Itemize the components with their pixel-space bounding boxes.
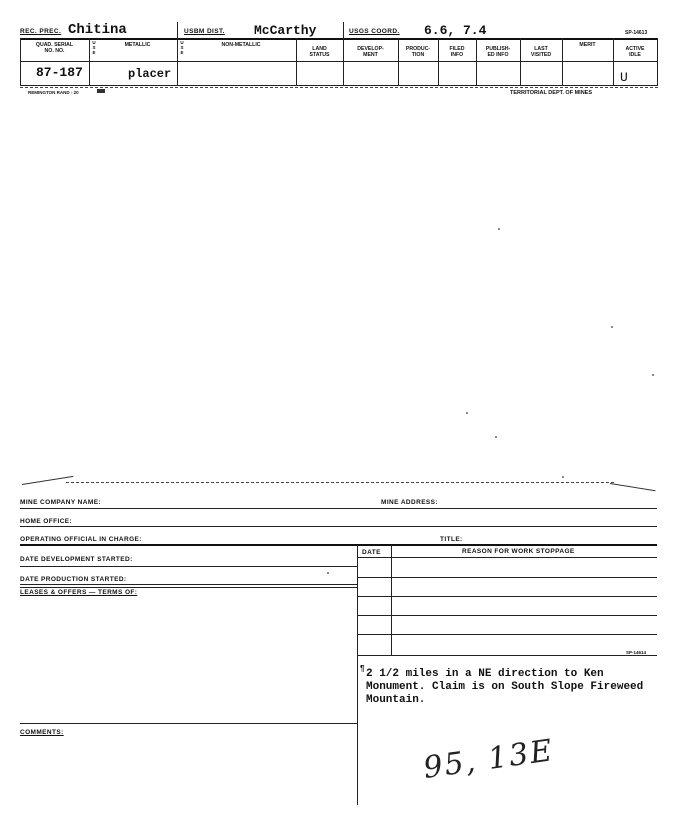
form-number-bottom: SP-14614 <box>626 650 647 655</box>
serial-value: 87-187 <box>36 65 83 80</box>
dev-started-label: DATE DEVELOPMENT STARTED: <box>20 556 133 563</box>
location-marker: ¶ <box>360 664 365 673</box>
usbm-dist-label: USBM DIST. <box>184 28 225 35</box>
prod-started-label: DATE PRODUCTION STARTED: <box>20 576 127 583</box>
header-metallic: METALLIC <box>124 42 151 48</box>
header-quad-serial: QUAD. SERIAL NO. NO. <box>35 42 74 54</box>
leases-label: LEASES & OFFERS — TERMS OF: <box>20 589 138 596</box>
header-published-info: PUBLISH- ED INFO <box>485 46 511 58</box>
header-non-metallic: NON-METALLIC <box>221 42 261 48</box>
header-filed-info: FILED INFO <box>449 46 465 58</box>
operating-official-label: OPERATING OFFICIAL IN CHARGE: <box>20 536 142 543</box>
date-label: DATE <box>362 549 381 556</box>
mine-company-label: MINE COMPANY NAME: <box>20 499 101 506</box>
title-label: TITLE: <box>440 536 463 543</box>
printer-mark <box>97 89 105 93</box>
header-production: PRODUC- TION <box>405 46 431 58</box>
printer-note: REMINGTON RAND - 20 <box>28 90 79 95</box>
header-use-non-metallic: U S E <box>180 40 184 55</box>
rec-prec-label: REC. PREC. <box>20 28 62 35</box>
metallic-value: placer <box>128 67 172 81</box>
header-use-metallic: U S E <box>92 40 96 55</box>
home-office-label: HOME OFFICE: <box>20 518 73 525</box>
usbm-dist-value: McCarthy <box>254 23 317 38</box>
rec-prec-value: Chitina <box>68 22 127 38</box>
header-merit: MERIT <box>579 42 596 48</box>
header-last-visited: LAST VISITED <box>530 46 552 58</box>
usgs-coord-value: 6.6, 7.4 <box>424 23 487 38</box>
reason-label: REASON FOR WORK STOPPAGE <box>462 548 575 555</box>
comments-label: COMMENTS: <box>20 729 64 736</box>
header-land-status: LAND STATUS <box>309 46 330 58</box>
usgs-coord-label: USGS COORD. <box>349 28 400 35</box>
location-note: 2 1/2 miles in a NE direction to Ken Monument. Claim is on South Slope Fireweed Mountain. <box>366 668 644 706</box>
handwritten-note: 95, 13E <box>421 733 557 786</box>
mine-address-label: MINE ADDRESS: <box>381 499 438 506</box>
header-development: DEVELOP- MENT <box>357 46 384 58</box>
header-active-idle: ACTIVE IDLE <box>625 46 645 58</box>
active-idle-mark: U <box>620 70 628 85</box>
form-number-top: SP-14613 <box>625 30 648 36</box>
dept-note: TERRITORIAL DEPT. OF MINES <box>510 90 592 96</box>
